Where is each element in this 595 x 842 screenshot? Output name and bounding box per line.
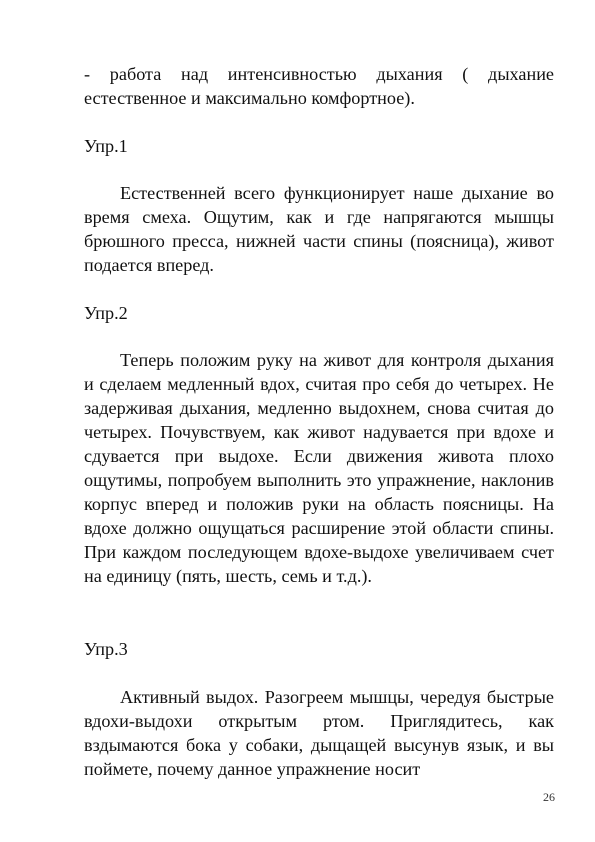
exercise-1-text: Естественней всего функционирует наше дыхание во время смеха. Ощутим, как и где напрягаются мышцы брюшного пресса, нижней части спины (поясница), живот подается вперед.	[84, 183, 554, 275]
exercise-1-title: Упр.1	[84, 136, 128, 156]
exercise-2-text: Теперь положим руку на живот для контроля дыхания и сделаем медленный вдох, считая про себя до четырех. Не задерживая дыхания, медленно выдохнем, снова считая до четырех. Почувствуем, как живот надувается при вдохе и сдувается при выдохе. Если движения живота плохо ощутимы, попробуем выполнить это упражнение, наклонив корпус вперед и положив руки на область поясницы. На вдохе должно ощущаться расширение этой области спины. При каждом последующем вдохе-выдохе увеличиваем счет на единицу (пять, шесть, семь и т.д.).	[84, 350, 554, 586]
exercise-2-title: Упр.2	[84, 303, 128, 323]
intro-paragraph: - работа над интенсивностью дыхания ( дыхание естественное и максимально комфортное).	[84, 64, 554, 108]
page-number: 26	[543, 790, 555, 804]
exercise-3-text: Активный выдох. Разогреем мышцы, чередуя быстрые вдохи-выдохи открытым ртом. Приглядитесь, как вздымаются бока у собаки, дыщащей высунув язык, и вы поймете, почему данное упражнение носит	[84, 687, 554, 779]
exercise-3-title: Упр.3	[84, 639, 128, 659]
